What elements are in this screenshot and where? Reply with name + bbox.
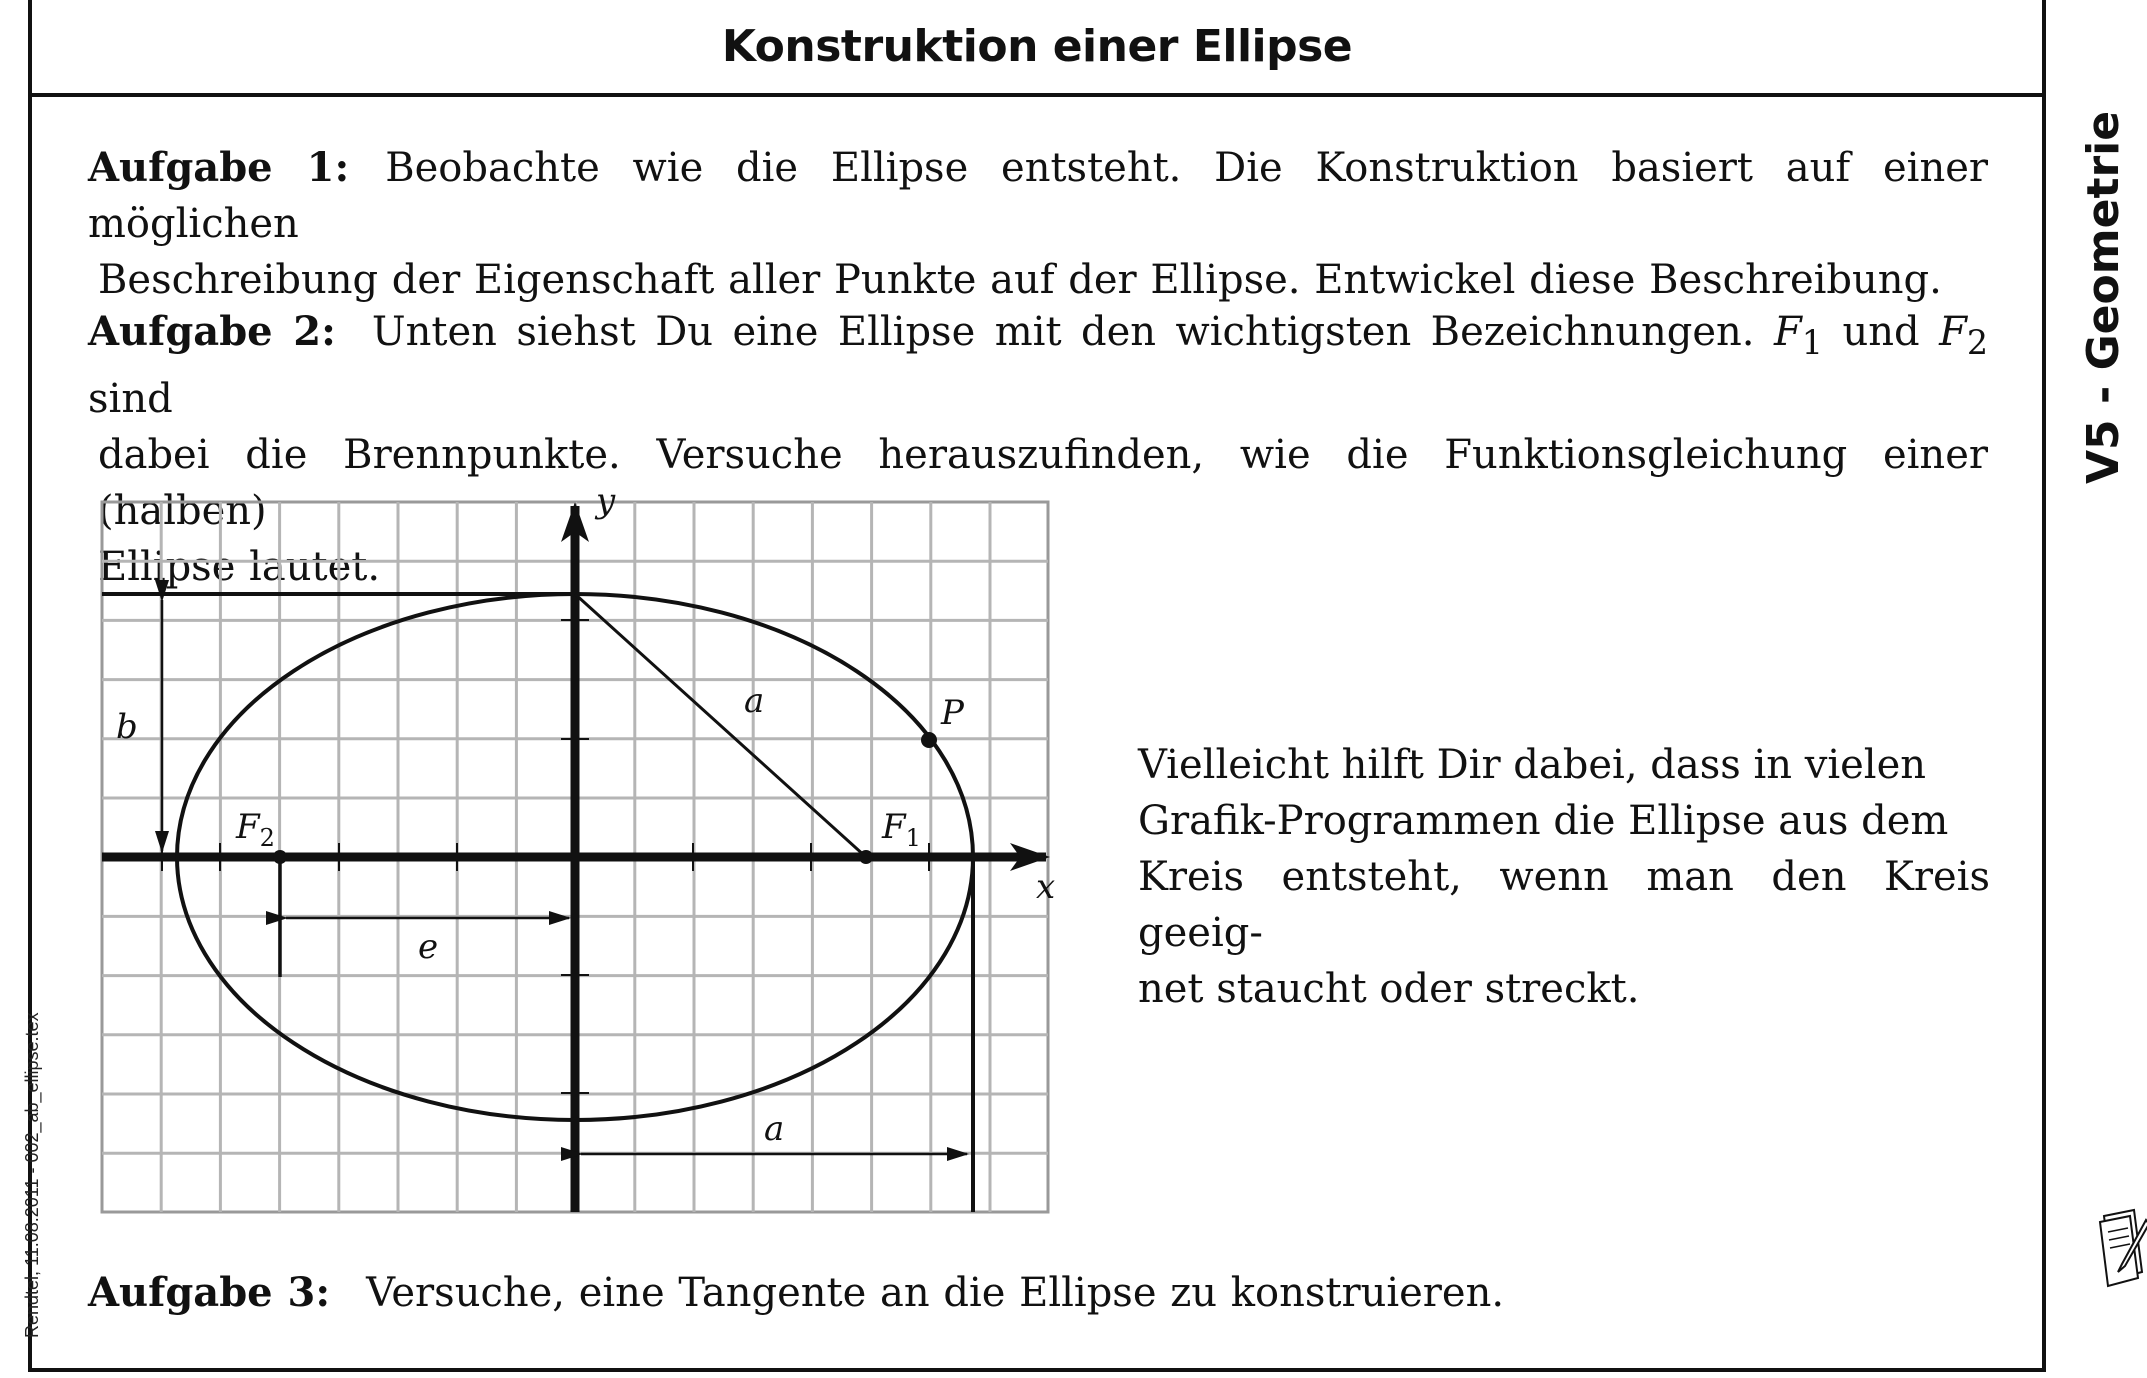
label-f1: $F_1$ — [882, 807, 921, 852]
task-2-f1: F — [1773, 309, 1802, 355]
task-2-f2-sub: 2 — [1966, 323, 1989, 362]
hint-line-2: Grafik-Programmen die Ellipse aus dem — [1138, 798, 1949, 844]
hint-line-4: net staucht oder streckt. — [1138, 966, 1640, 1012]
label-f2: $F_2$ — [236, 807, 275, 852]
task-3-text: Versuche, eine Tangente an die Ellipse zu konstruieren. — [366, 1270, 1505, 1316]
label-e: e — [418, 927, 439, 967]
label-a-top: a — [744, 681, 765, 721]
task-2-line-1a: Unten siehst Du eine Ellipse mit den wichtigsten Bezeichnungen. — [371, 309, 1755, 355]
label-p: P — [941, 693, 964, 733]
task-3 — [88, 1265, 1988, 1321]
label-a-bottom: a — [764, 1109, 785, 1149]
x-axis-label: x — [1036, 867, 1056, 907]
task-2-line-3: Ellipse lautet. — [98, 544, 381, 590]
task-1-heading: Aufgabe 1: — [88, 144, 350, 191]
side-label: V5 - Geometrie — [2078, 110, 2129, 484]
label-b: b — [116, 707, 138, 747]
page-title: Konstruktion einer Ellipse — [721, 21, 1353, 72]
worksheet-pencil-icon — [2098, 1202, 2147, 1292]
point-p — [921, 732, 937, 748]
hint-paragraph — [1138, 737, 1990, 1017]
task-1-line-1: Beobachte wie die Ellipse entsteht. Die Konstruktion basiert auf einer möglichen — [88, 145, 1988, 247]
task-2-line-1b: und — [1842, 309, 1920, 355]
task-3-heading: Aufgabe 3: — [88, 1269, 331, 1316]
task-1-line-2: Beschreibung der Eigenschaft aller Punkte auf der Ellipse. Entwickel diese Beschreibung. — [98, 257, 1942, 303]
hint-line-1: Vielleicht hilft Dir dabei, dass in vielen — [1138, 742, 1927, 788]
task-2-f1-sub: 1 — [1801, 323, 1823, 362]
hint-line-3: Kreis entsteht, wenn man den Kreis geeig- — [1138, 854, 1990, 956]
task-2-f2: F — [1939, 309, 1967, 355]
a-segment — [575, 594, 866, 857]
focus-f2-point — [273, 850, 287, 864]
footer-label: Rendtel, 11.08.2011 - 002_ab_ellipse.tex — [22, 1012, 42, 1338]
task-2-line-2: dabei die Brennpunkte. Versuche herauszufinden, wie die Funktionsgleichung einer (halben) — [98, 432, 1988, 534]
task-2-heading: Aufgabe 2: — [88, 308, 336, 355]
task-2-line-1c: sind — [88, 376, 173, 422]
y-axis-label: y — [596, 481, 616, 521]
focus-f1-point — [859, 850, 873, 864]
